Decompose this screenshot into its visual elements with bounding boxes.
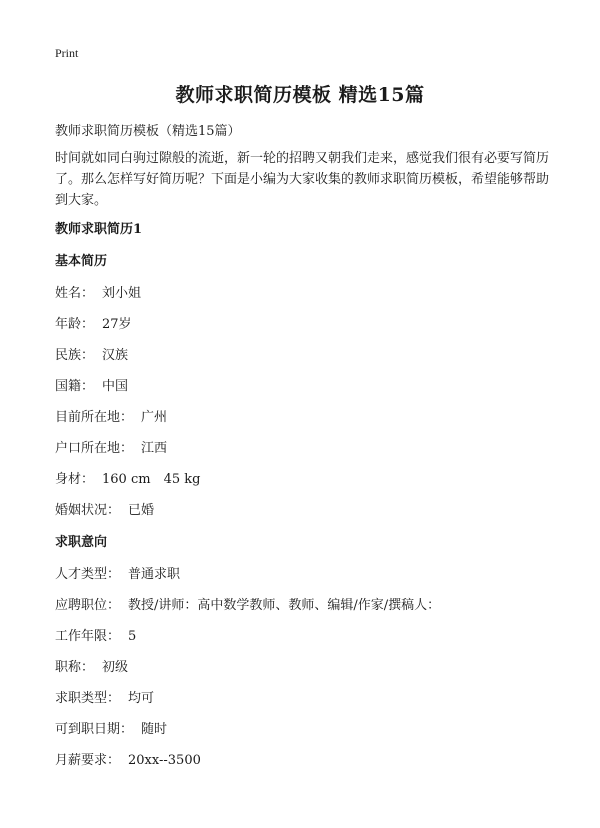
field-location: 目前所在地： 广州: [55, 410, 168, 425]
field-position: 应聘职位： 教授/讲师：高中数学教师、教师、编辑/作家/撰稿人：: [55, 598, 441, 613]
field-nationality: 国籍： 中国: [55, 379, 129, 394]
field-talent-type: 人才类型： 普通求职: [55, 567, 181, 582]
field-stature: 身材： 160 cm 45 kg: [55, 472, 201, 487]
field-title-rank: 职称： 初级: [55, 660, 129, 675]
field-experience-years: 工作年限： 5: [55, 629, 137, 644]
field-salary: 月薪要求： 20xx--3500: [55, 753, 201, 768]
field-start-date: 可到职日期： 随时: [55, 722, 168, 737]
field-marital: 婚姻状况： 已婚: [55, 503, 155, 518]
field-name: 姓名： 刘小姐: [55, 286, 142, 301]
field-job-type: 求职类型： 均可: [55, 691, 155, 706]
intent-heading: 求职意向: [55, 535, 108, 550]
intro-paragraph: 时间就如同白驹过隙般的流逝，新一轮的招聘又朝我们走来，感觉我们很有必要写简历了。那么怎样写好简历呢？下面是小编为大家收集的教师求职简历模板，希望能够帮助到大家。: [55, 151, 550, 208]
section-title: 教师求职简历1: [55, 222, 143, 237]
field-age: 年龄： 27岁: [55, 317, 132, 332]
basic-heading: 基本简历: [55, 254, 108, 269]
print-link[interactable]: Print: [55, 46, 79, 60]
field-hukou: 户口所在地： 江西: [55, 441, 168, 456]
subtitle: 教师求职简历模板（精选15篇）: [55, 124, 241, 139]
page-title: 教师求职简历模板 精选15篇: [175, 84, 425, 106]
field-ethnicity: 民族： 汉族: [55, 348, 129, 363]
